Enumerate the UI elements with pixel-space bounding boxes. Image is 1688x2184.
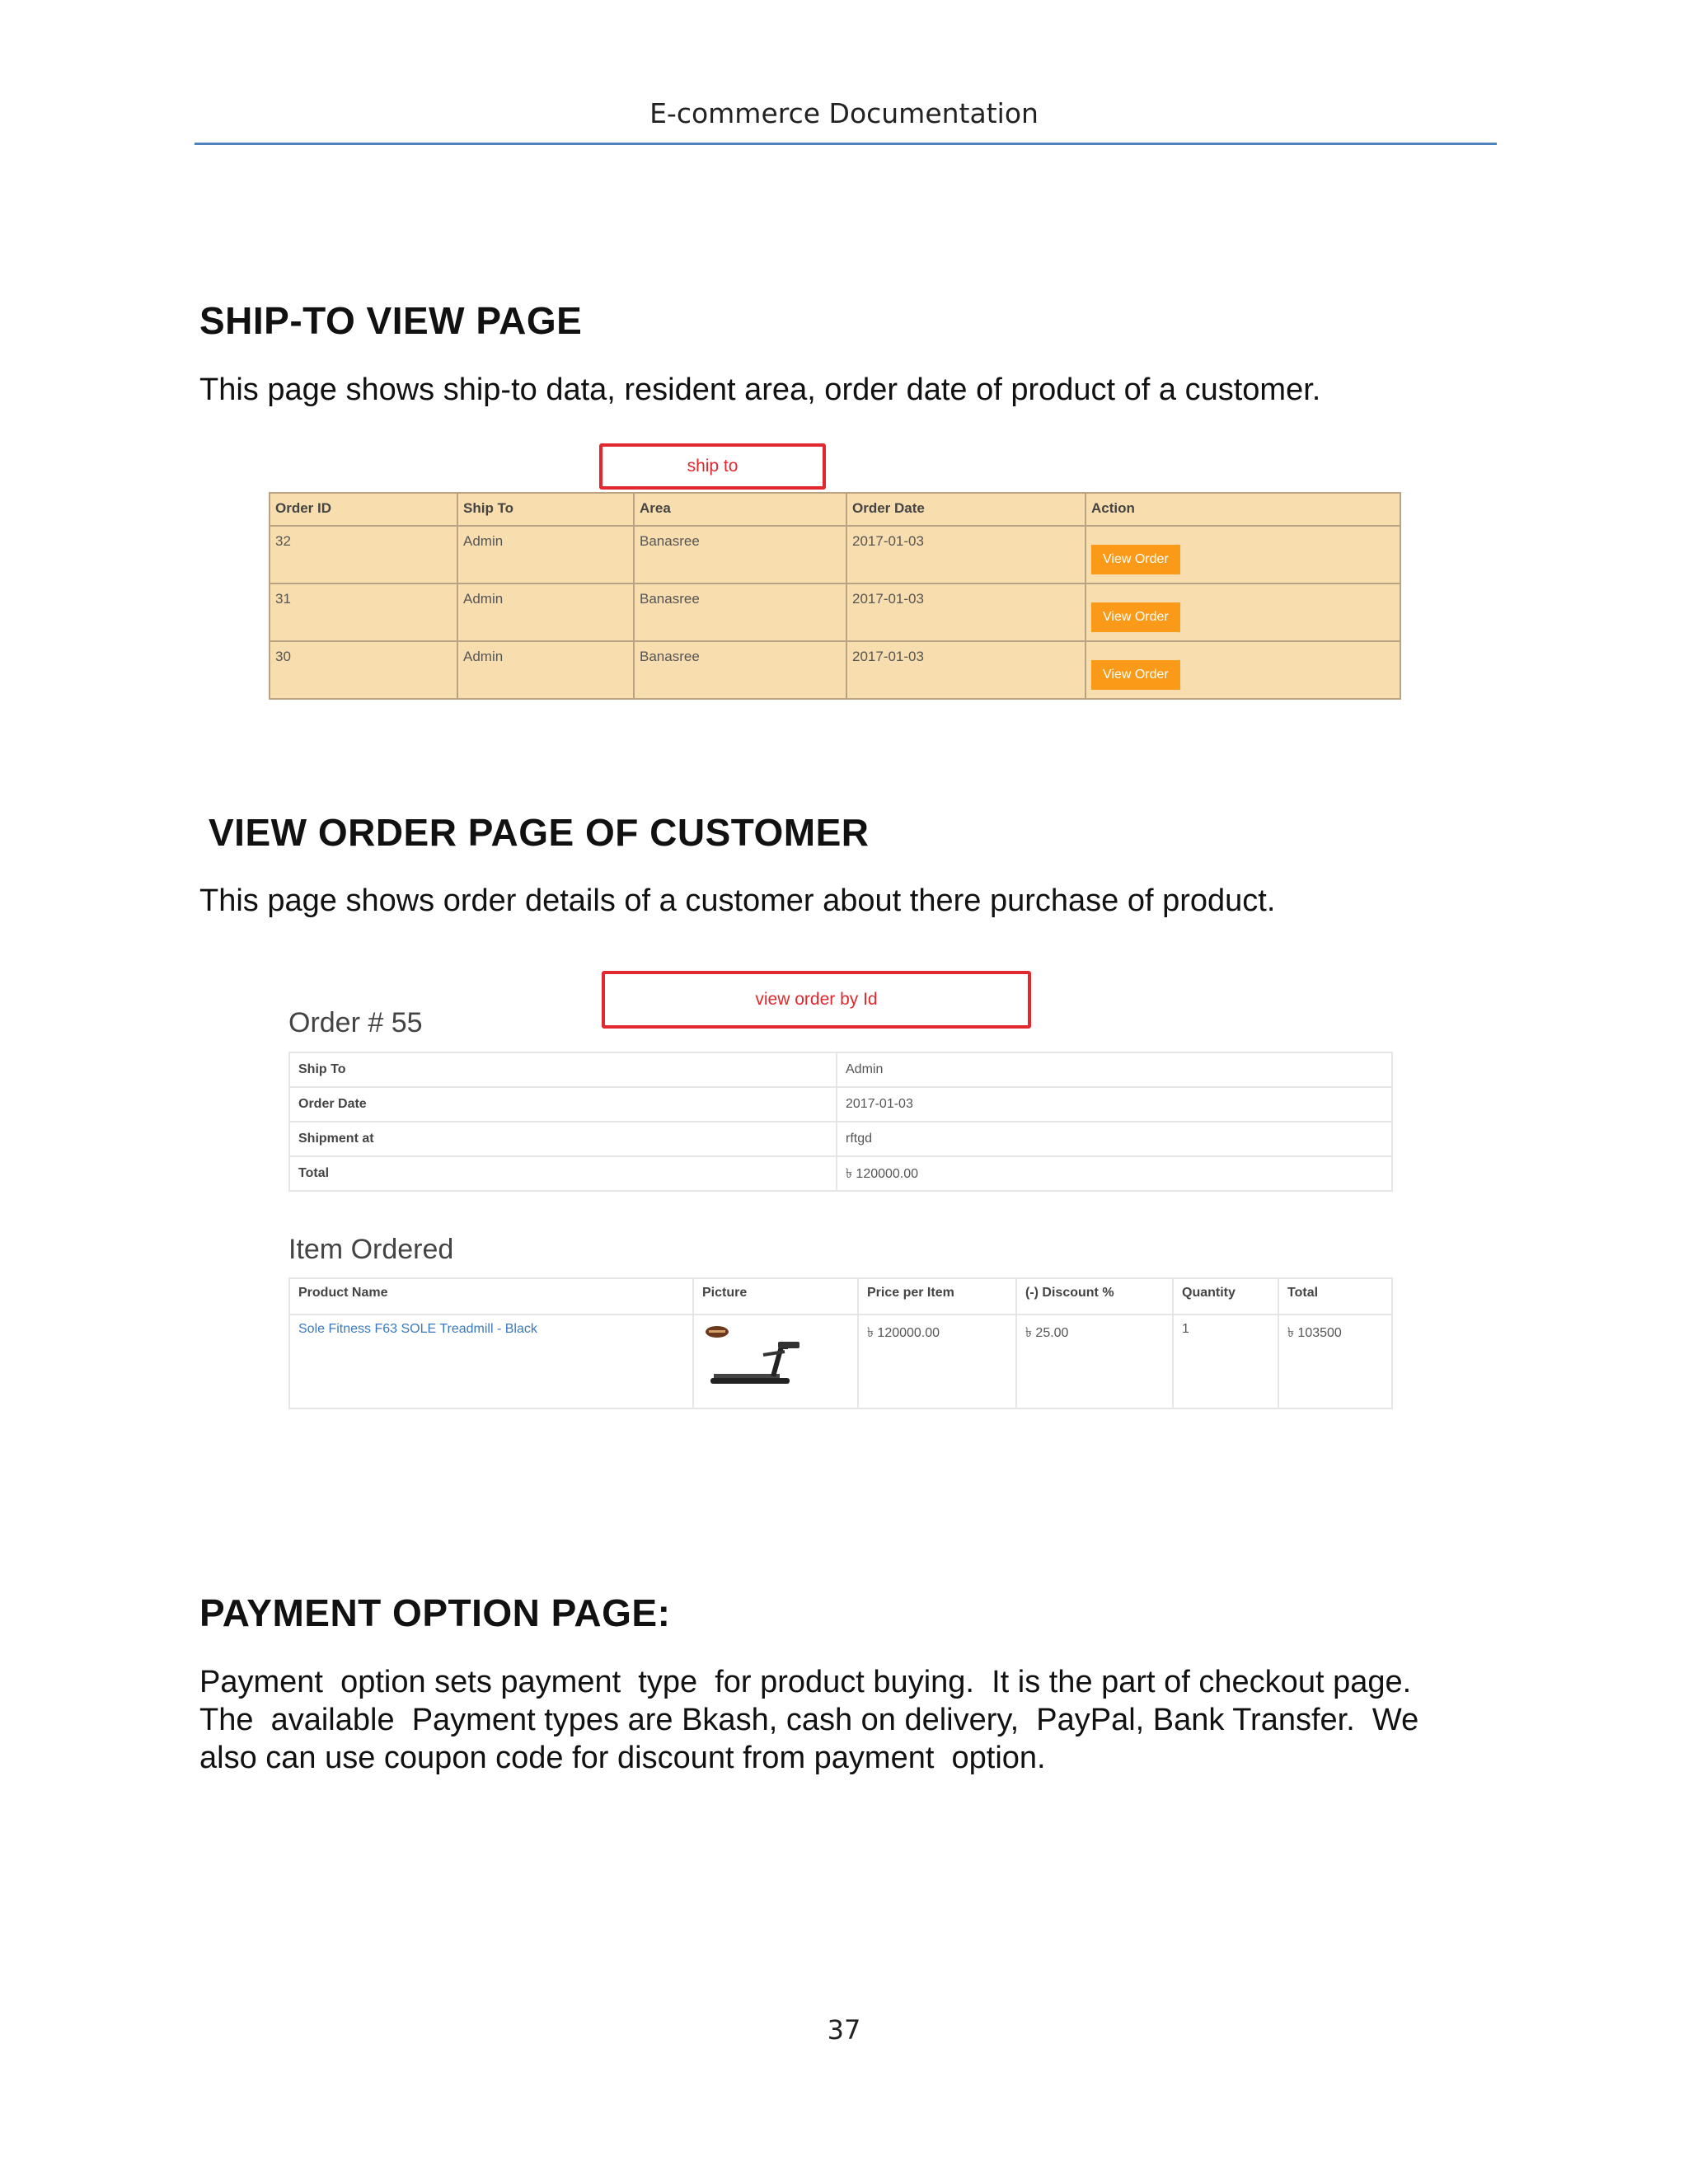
ship-to-heading: SHIP-TO VIEW PAGE <box>199 299 583 342</box>
picture-cell <box>693 1315 858 1408</box>
ship-to-table <box>269 492 1401 700</box>
view-order-button[interactable]: View Order <box>1091 602 1180 632</box>
view-order-callout: view order by Id <box>602 971 1031 1029</box>
detail-value: ৳ 120000.00 <box>837 1156 1392 1191</box>
price-cell: ৳ 120000.00 <box>858 1315 1016 1408</box>
table-row <box>270 526 1400 583</box>
order-date-cell: 2017-01-03 <box>846 526 1085 583</box>
order-date-cell: 2017-01-03 <box>846 641 1085 699</box>
table-row <box>289 1156 1392 1191</box>
document-header-title: E-commerce Documentation <box>649 97 1039 129</box>
items-ordered-table <box>288 1277 1393 1409</box>
table-header-row <box>270 493 1400 526</box>
table-row <box>270 583 1400 641</box>
area-cell: Banasree <box>634 641 846 699</box>
order-details-table <box>288 1052 1393 1192</box>
discount-cell: ৳ 25.00 <box>1016 1315 1173 1408</box>
order-id-cell: 32 <box>270 526 457 583</box>
detail-label: Shipment at <box>289 1122 837 1156</box>
detail-label: Order Date <box>289 1087 837 1122</box>
detail-label: Total <box>289 1156 837 1191</box>
total-cell: ৳ 103500 <box>1278 1315 1392 1408</box>
detail-label: Ship To <box>289 1052 837 1087</box>
action-cell <box>1085 583 1400 641</box>
action-cell <box>1085 526 1400 583</box>
order-id-cell: 30 <box>270 641 457 699</box>
column-header-price: Price per Item <box>858 1278 1016 1315</box>
table-header-row <box>289 1278 1392 1315</box>
area-cell: Banasree <box>634 583 846 641</box>
detail-value: 2017-01-03 <box>837 1087 1392 1122</box>
view-order-button[interactable]: View Order <box>1091 545 1180 574</box>
detail-value: Admin <box>837 1052 1392 1087</box>
ship-to-description: This page shows ship-to data, resident area, order date of product of a customer. <box>199 373 1321 407</box>
items-ordered-title: Item Ordered <box>288 1234 454 1265</box>
table-row <box>289 1122 1392 1156</box>
column-header-ship-to: Ship To <box>457 493 634 526</box>
column-header-order-date: Order Date <box>846 493 1085 526</box>
order-id-cell: 31 <box>270 583 457 641</box>
table-row <box>289 1087 1392 1122</box>
product-name-cell <box>289 1315 693 1408</box>
table-row <box>289 1052 1392 1087</box>
ship-to-cell: Admin <box>457 526 634 583</box>
view-order-description: This page shows order details of a customer about there purchase of product. <box>199 883 1276 918</box>
column-header-total: Total <box>1278 1278 1392 1315</box>
detail-value: rftgd <box>837 1122 1392 1156</box>
column-header-picture: Picture <box>693 1278 858 1315</box>
payment-description-line-2: The available Payment types are Bkash, cash on delivery, PayPal, Bank Transfer. We <box>199 1703 1419 1737</box>
column-header-quantity: Quantity <box>1173 1278 1278 1315</box>
payment-option-heading: PAYMENT OPTION PAGE: <box>199 1591 671 1634</box>
ship-to-cell: Admin <box>457 641 634 699</box>
payment-description-line-1: Payment option sets payment type for product buying. It is the part of checkout page. <box>199 1665 1412 1699</box>
treadmill-image <box>702 1322 809 1396</box>
column-header-order-id: Order ID <box>270 493 457 526</box>
view-order-button[interactable]: View Order <box>1091 660 1180 690</box>
view-order-heading: VIEW ORDER PAGE OF CUSTOMER <box>209 811 870 854</box>
order-number-title: Order # 55 <box>288 1007 423 1038</box>
page-number: 37 <box>827 2014 861 2046</box>
ship-to-callout: ship to <box>599 443 826 490</box>
quantity-cell: 1 <box>1173 1315 1278 1408</box>
column-header-discount: (-) Discount % <box>1016 1278 1173 1315</box>
order-date-cell: 2017-01-03 <box>846 583 1085 641</box>
header-divider <box>195 143 1497 145</box>
product-link[interactable]: Sole Fitness F63 SOLE Treadmill - Black <box>298 1322 537 1336</box>
area-cell: Banasree <box>634 526 846 583</box>
column-header-area: Area <box>634 493 846 526</box>
column-header-product-name: Product Name <box>289 1278 693 1315</box>
action-cell <box>1085 641 1400 699</box>
payment-description-line-3: also can use coupon code for discount from payment option. <box>199 1741 1046 1775</box>
ship-to-cell: Admin <box>457 583 634 641</box>
table-row <box>270 641 1400 699</box>
column-header-action: Action <box>1085 493 1400 526</box>
table-row <box>289 1315 1392 1408</box>
